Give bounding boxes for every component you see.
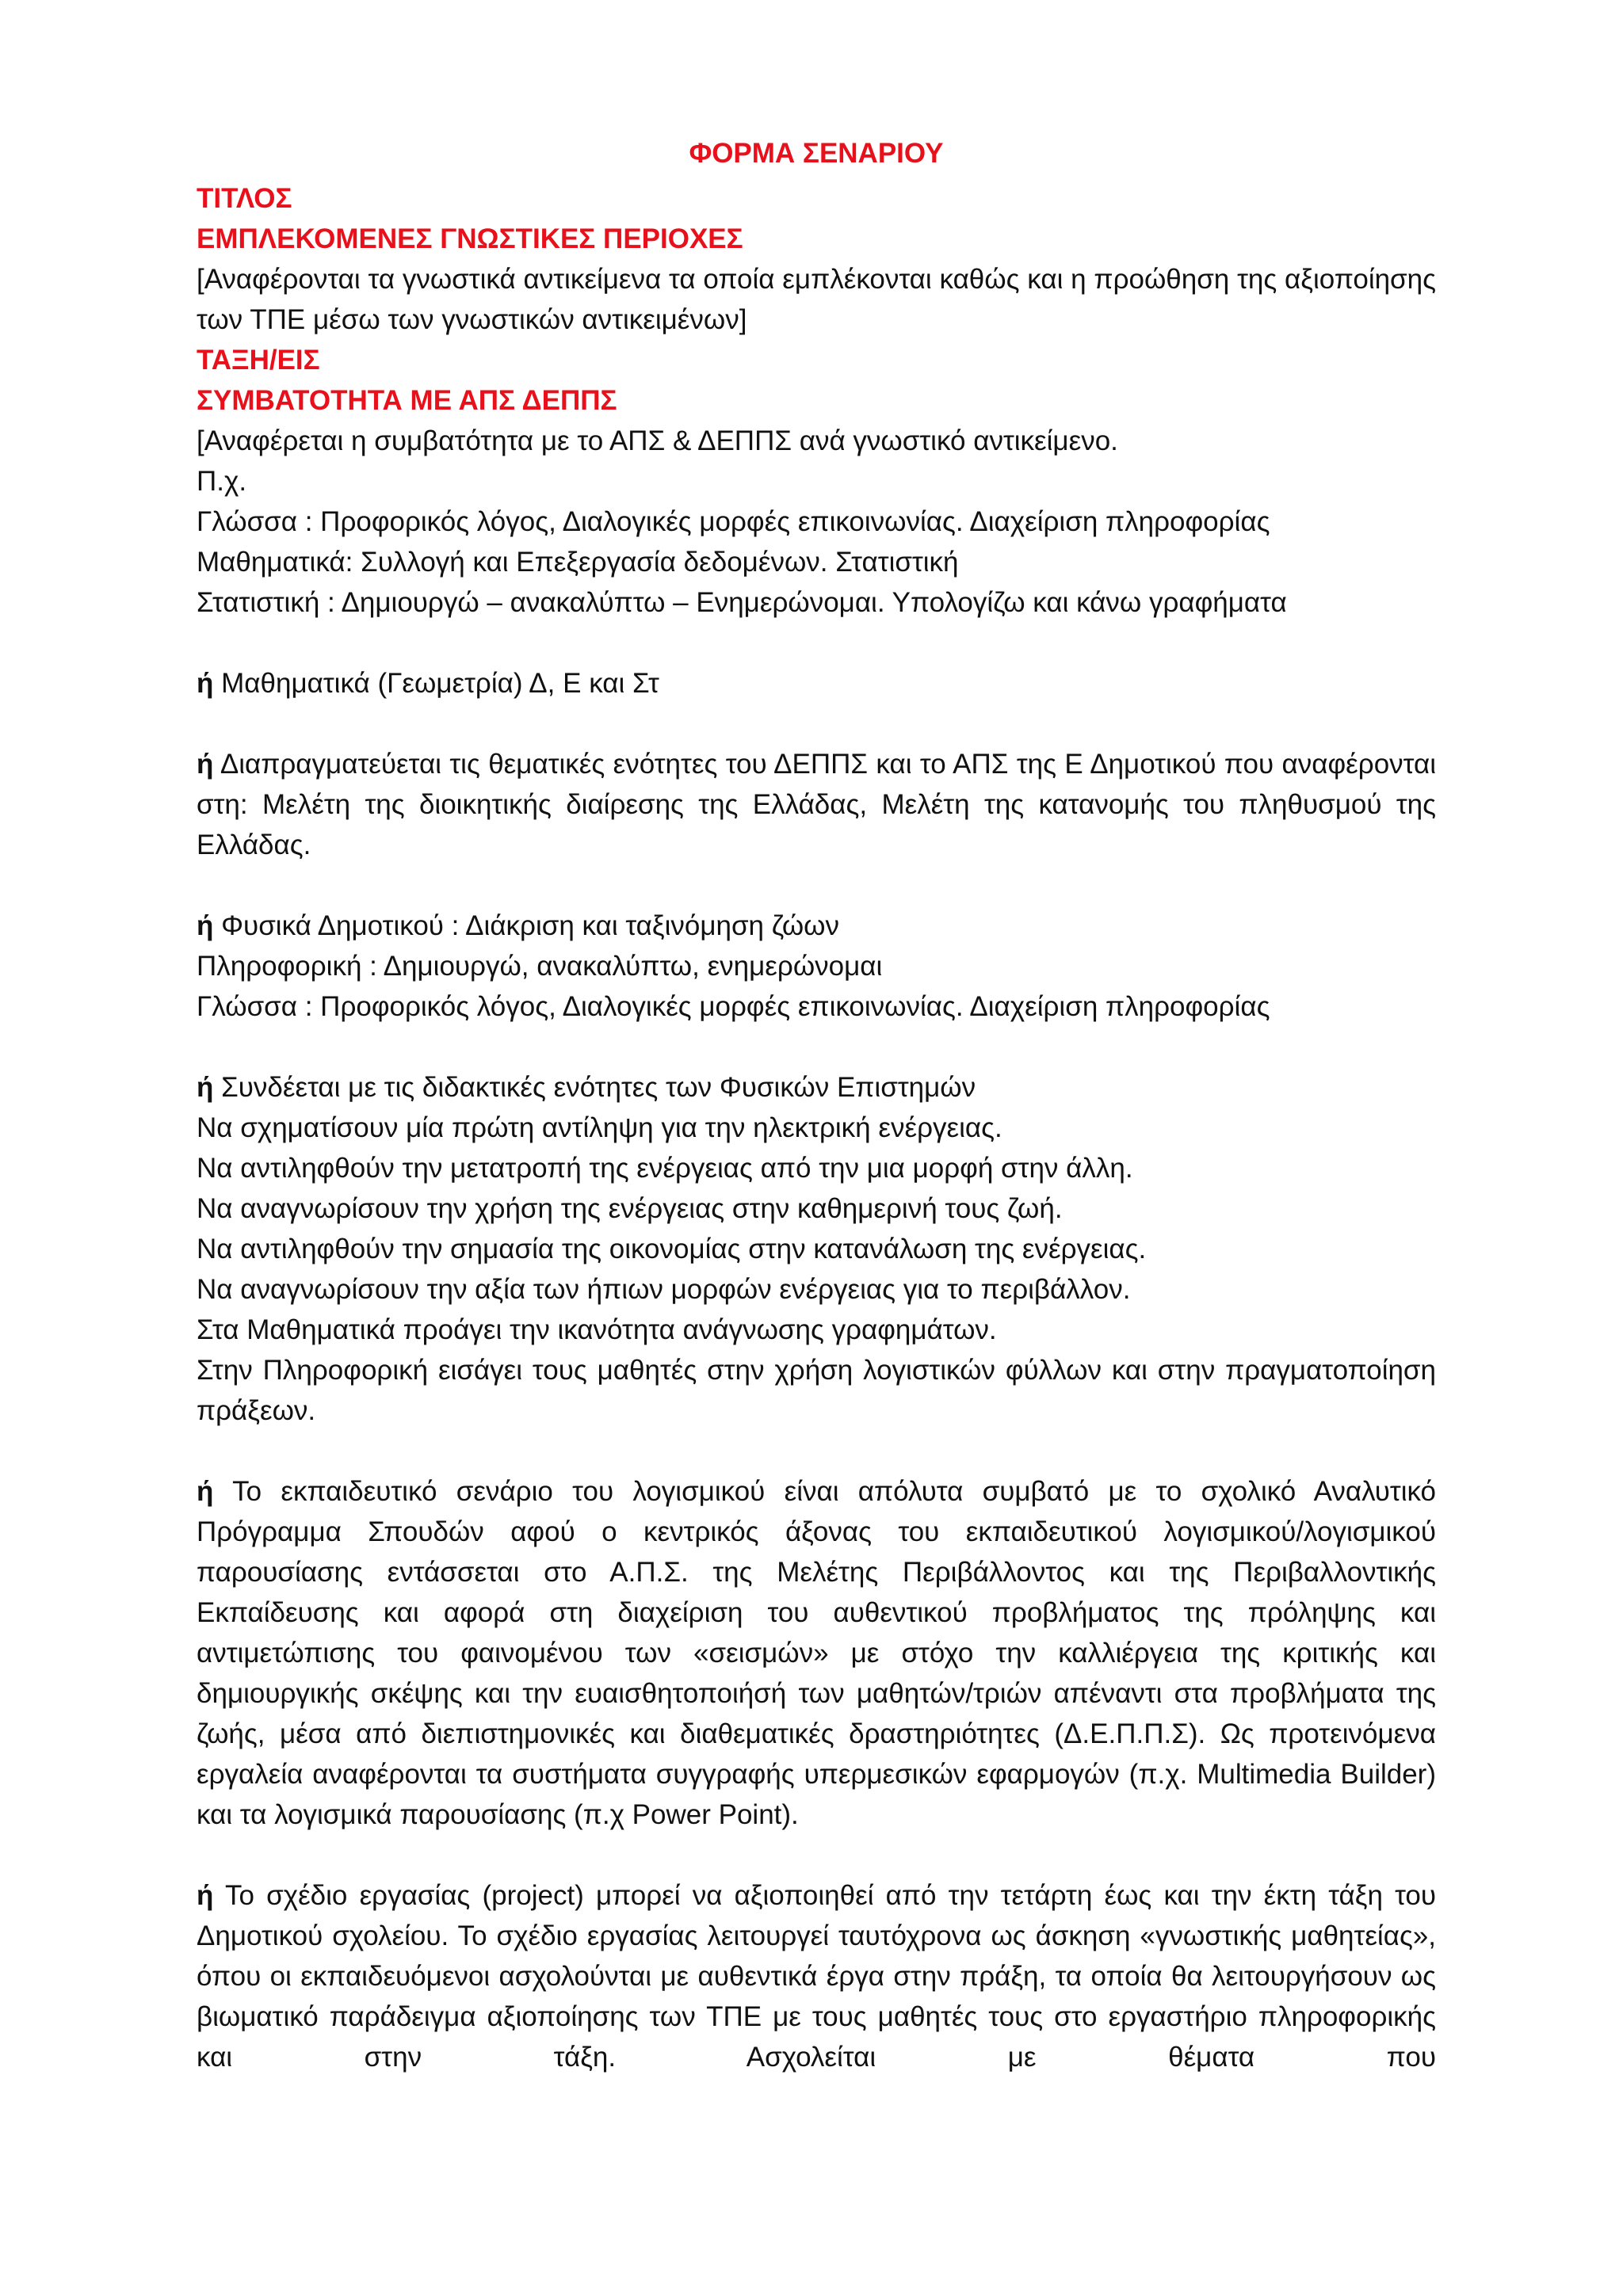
- heading-title: ΤΙΤΛΟΣ: [197, 183, 292, 214]
- option-3-line: Γλώσσα : Προφορικός λόγος, Διαλογικές μορφές επικοινωνίας. Διαχείριση πληροφορίας: [197, 991, 1270, 1022]
- or-word: ή: [197, 668, 214, 699]
- compat-intro-line: Μαθηματικά: Συλλογή και Επεξεργασία δεδομένων. Στατιστική: [197, 547, 959, 578]
- option-4-line: Να αντιληφθούν την μετατροπή της ενέργειας από την μια μορφή στην άλλη.: [197, 1153, 1133, 1184]
- or-word: ή: [197, 1072, 214, 1103]
- compat-intro-line: Γλώσσα : Προφορικός λόγος, Διαλογικές μορφές επικοινωνίας. Διαχείριση πληροφορίας: [197, 506, 1270, 537]
- heading-compatibility: ΣΥΜΒΑΤΟΤΗΤΑ ΜΕ ΑΠΣ ΔΕΠΠΣ: [197, 385, 617, 416]
- option-3-line: Πληροφορική : Δημιουργώ, ανακαλύπτω, ενημερώνομαι: [197, 951, 883, 982]
- compat-intro-line: Π.χ.: [197, 466, 247, 497]
- option-5-text: Το εκπαιδευτικό σενάριο του λογισμικού είναι απόλυτα συμβατό με το σχολικό Αναλυτικό Πρόγραμμα Σπουδών αφού ο κεντρικός άξονας του εκπαιδευτικού λογισμικού/λογισμικού παρουσίασης εντάσσεται στο Α.Π.Σ. της Μελέτης Περιβάλλοντος και της Περιβαλλοντικής Εκπαίδευσης και αφορά στη διαχείριση του αυθεντικού προβλήματος της πρόληψης και αντιμετώπισης του φαινομένου των «σεισμών» με στόχο την καλλιέργεια της κριτικής και δημιουργικής σκέψης και την ευαισθητοποιήσή των μαθητών/τριών απέναντι στα προβλήματα της ζωής, μέσα από διεπιστημονικές και διαθεματικές δραστηριότητες (Δ.Ε.Π.Π.Σ). Ως προτεινόμενα εργαλεία αναφέρονται τα συστήματα συγγραφής υπερμεσικών εφαρμογών (π.χ. Multimedia Builder) και τα λογισμικά παρουσίασης (π.χ Power Point).: [197, 1476, 1437, 1830]
- option-6-paragraph: [197, 1875, 1436, 2077]
- option-1-text: Μαθηματικά (Γεωμετρία) Δ, Ε και Στ: [221, 668, 659, 699]
- option-4-line: Να αναγνωρίσουν την χρήση της ενέργειας στην καθημερινή τους ζωή.: [197, 1193, 1063, 1224]
- option-3-line-text: Φυσικά Δημοτικού : Διάκριση και ταξινόμηση ζώων: [221, 910, 839, 941]
- compat-intro-line: Στατιστική : Δημιουργώ – ανακαλύπτω – Ενημερώνομαι. Υπολογίζω και κάνω γραφήματα: [197, 587, 1287, 618]
- option-4-line: Να αναγνωρίσουν την αξία των ήπιων μορφών ενέργειας για το περιβάλλον.: [197, 1274, 1131, 1305]
- option-4-line: Να αντιληφθούν την σημασία της οικονομίας στην κατανάλωση της ενέργειας.: [197, 1234, 1147, 1264]
- option-6-text: Το σχέδιο εργασίας (project) μπορεί να αξιοποιηθεί από την τετάρτη έως και την έκτη τάξη του Δημοτικού σχολείου. Το σχέδιο εργασίας λειτουργεί ταυτόχρονα ως άσκηση «γνωστικής μαθητείας», όπου οι εκπαιδευόμενοι ασχολούνται με αυθεντικά έργα στην πράξη, τα οποία θα λειτουργήσουν ως βιωματικό παράδειγμα αξιοποίησης των ΤΠΕ με τους μαθητές τους στο εργαστήριο πληροφορικής και στην τάξη. Ασχολείται με θέματα που: [197, 1880, 1437, 2073]
- option-4-line: Στα Μαθηματικά προάγει την ικανότητα ανάγνωσης γραφημάτων.: [197, 1314, 997, 1345]
- document-title: ΦΟΡΜΑ ΣΕΝΑΡΙΟΥ: [689, 138, 944, 169]
- paragraph-gap: [197, 1835, 1436, 1875]
- or-word: ή: [197, 1476, 214, 1507]
- paragraph-gap: [197, 865, 1436, 906]
- or-word: ή: [197, 749, 214, 780]
- or-word: ή: [197, 910, 214, 941]
- option-5-paragraph: [197, 1471, 1436, 1835]
- compat-intro-line: [Αναφέρεται η συμβατότητα με το ΑΠΣ & ΔΕΠΠΣ ανά γνωστικό αντικείμενο.: [197, 425, 1118, 456]
- option-4-line: Να σχηματίσουν μία πρώτη αντίληψη για την ηλεκτρική ενέργειας.: [197, 1112, 1002, 1143]
- option-2-paragraph: [197, 744, 1436, 865]
- heading-cognitive-areas: ΕΜΠΛΕΚΟΜΕΝΕΣ ΓΝΩΣΤΙΚΕΣ ΠΕΡΙΟΧΕΣ: [197, 223, 743, 254]
- option-3-paragraph: [197, 906, 1436, 1027]
- option-2-text: Διαπραγματεύεται τις θεματικές ενότητες του ΔΕΠΠΣ και το ΑΠΣ της Ε Δημοτικού που αναφέρονται στη: Μελέτη της διοικητικής διαίρεσης της Ελλάδας, Μελέτη της κατανομής του πληθυσμού της Ελλάδας.: [197, 749, 1436, 860]
- option-3-line: [197, 906, 1436, 946]
- option-4-line: [197, 1067, 1436, 1108]
- paragraph-gap: [197, 623, 1436, 663]
- option-4-line-text: Συνδέεται με τις διδακτικές ενότητες των Φυσικών Επιστημών: [221, 1072, 976, 1103]
- or-word: ή: [197, 1880, 214, 1911]
- option-4-paragraph: [197, 1067, 1436, 1431]
- option-1-paragraph: [197, 663, 1436, 704]
- paragraph-gap: [197, 1027, 1436, 1067]
- paragraph-gap: [197, 704, 1436, 744]
- heading-class: ΤΑΞΗ/ΕΙΣ: [197, 345, 320, 376]
- option-4-last-text: Στην Πληροφορική εισάγει τους μαθητές στην χρήση λογιστικών φύλλων και στην πραγματοποίηση πράξεων.: [197, 1355, 1436, 1426]
- document-page: [197, 133, 1436, 2077]
- cognitive-areas-text: [Αναφέρονται τα γνωστικά αντικείμενα τα οποία εμπλέκονται καθώς και η προώθηση της αξιοποίησης των ΤΠΕ μέσω των γνωστικών αντικειμένων]: [197, 264, 1436, 335]
- paragraph-gap: [197, 1431, 1436, 1471]
